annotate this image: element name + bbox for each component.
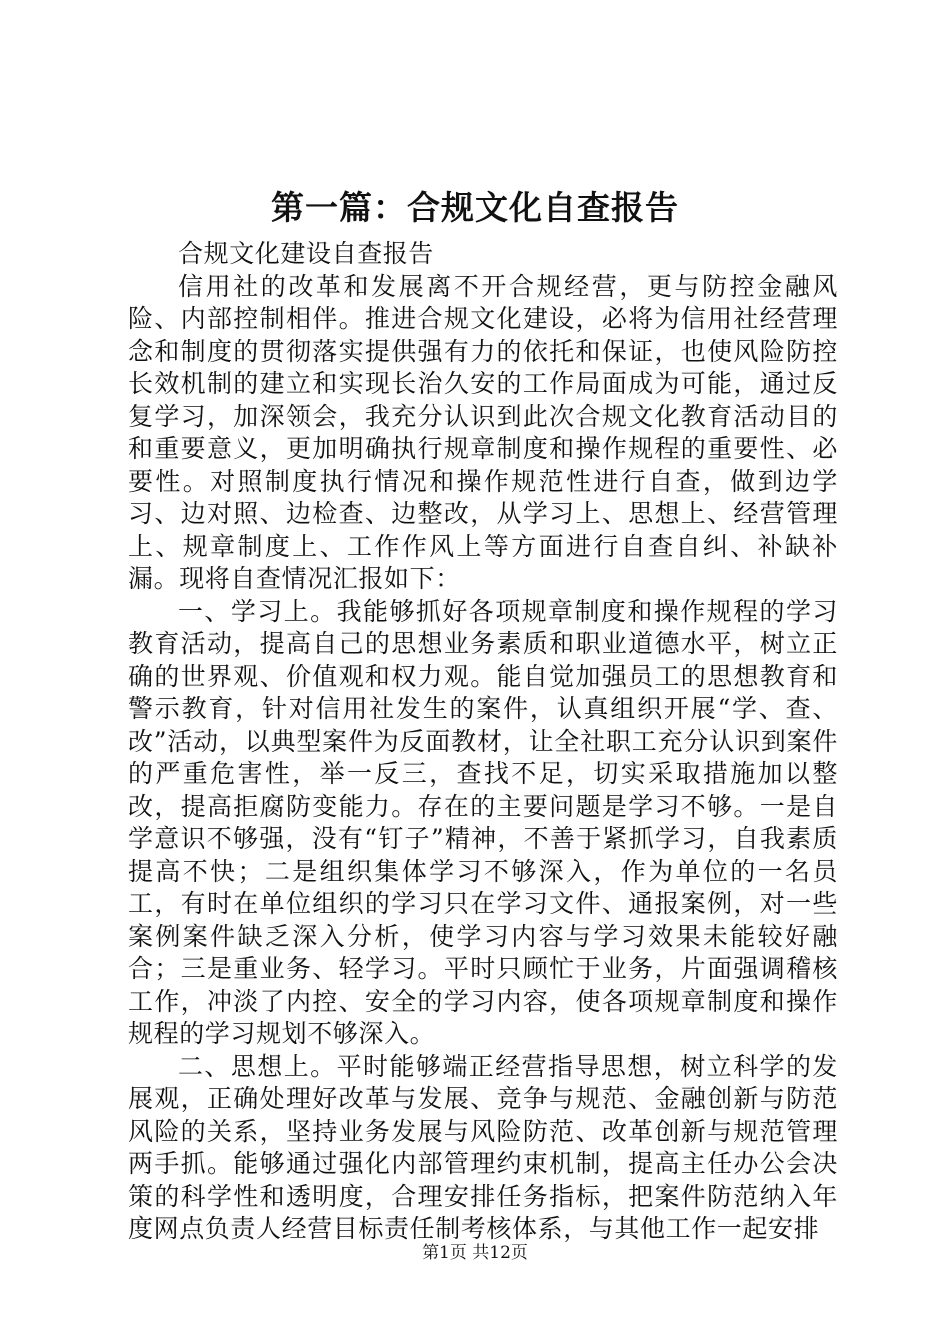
paragraph-intro: 信用社的改革和发展离不开合规经营，更与防控金融风险、内部控制相伴。推进合规文化建设，必将为信用社经营理念和制度的贯彻落实提供强有力的依托和保证，也使风险防控长效机制的建立和实现长治久安的工作局面成为可能，通过反复学习，加深领会，我充分认识到此次合规文化教育活动目的和重要意义，更加明确执行规章制度和操作规程的重要性、必要性。对照制度执行情况和操作规范性进行自查，做到边学习、边对照、边检查、边整改，从学习上、思想上、经营管理上、规章制度上、工作作风上等方面进行自查自纠、补缺补漏。现将自查情况汇报如下：: [128, 271, 838, 593]
page-number-footer: 第1页 共12页: [422, 1243, 528, 1263]
paragraph-study: 一、学习上。我能够抓好各项规章制度和操作规程的学习教育活动，提高自己的思想业务素质和职业道德水平，树立正确的世界观、价值观和权力观。能自觉加强员工的思想教育和警示教育，针对信用社发生的案件，认真组织开展“学、查、改”活动，以典型案件为反面教材，让全社职工充分认识到案件的严重危害性，举一反三，查找不足，切实采取措施加以整改，提高拒腐防变能力。存在的主要问题是学习不够。一是自学意识不够强，没有“钉子”精神，不善于紧抓学习，自我素质提高不快；二是组织集体学习不够深入，作为单位的一名员工，有时在单位组织的学习只在学习文件、通报案例，对一些案例案件缺乏深入分析，使学习内容与学习效果未能较好融合；三是重业务、轻学习。平时只顾忙于业务，片面强调稽核工作，冲淡了内控、安全的学习内容，使各项规章制度和操作规程的学习规划不够深入。: [128, 596, 838, 1048]
paragraph-thought: 二、思想上。平时能够端正经营指导思想，树立科学的发展观，正确处理好改革与发展、竞争与规范、金融创新与防范风险的关系，坚持业务发展与风险防范、改革创新与规范管理两手抓。能够通过强化内部管理约束机制，提高主任办公会决策的科学性和透明度，合理安排任务指标，把案件防范纳入年度网点负责人经营目标责任制考核体系，与其他工作一起安排: [128, 1051, 838, 1243]
document-body: [128, 238, 838, 1246]
page-title: 第一篇：合规文化自查报告: [271, 188, 679, 227]
document-subtitle: 合规文化建设自查报告: [178, 239, 435, 268]
